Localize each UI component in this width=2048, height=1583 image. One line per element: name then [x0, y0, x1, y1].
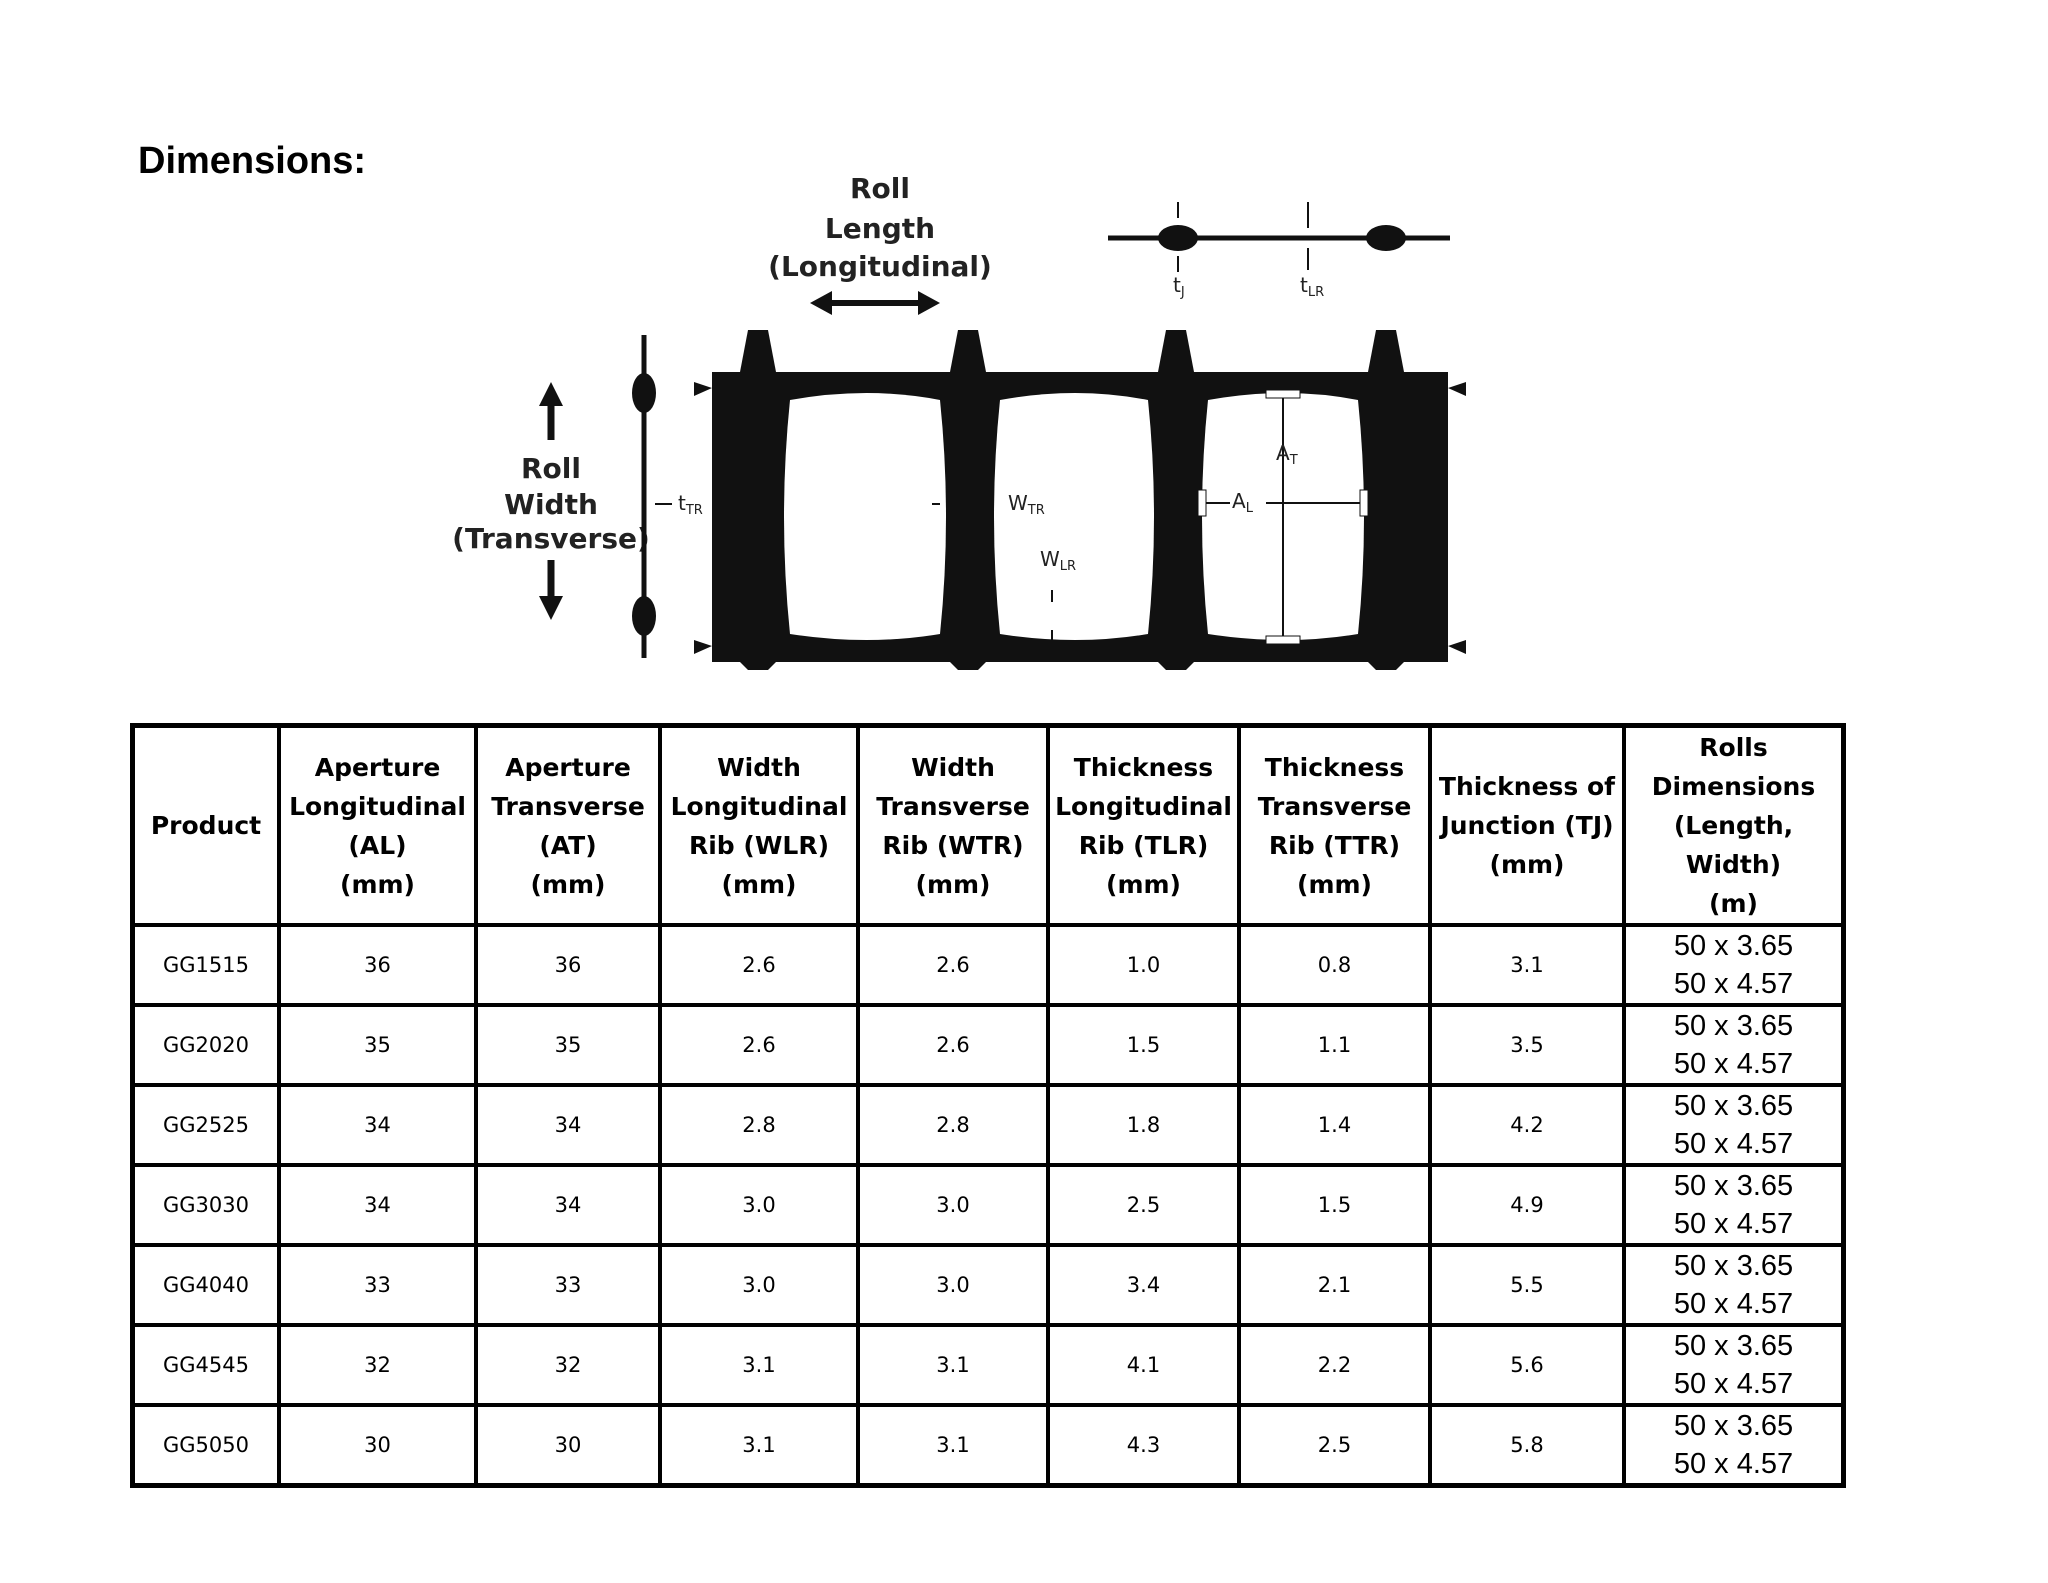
cell-tlr: 4.1	[1048, 1325, 1239, 1405]
cell-at: 36	[476, 925, 660, 1005]
cell-tj: 4.9	[1430, 1165, 1624, 1245]
svg-text:tTR	[678, 491, 703, 518]
roll-length-line3: (Longitudinal)	[768, 250, 992, 283]
table-row	[133, 1005, 1844, 1085]
header-aperture-transverse: Aperture Transverse (AT) (mm)	[476, 726, 660, 926]
geogrid-mesh	[694, 330, 1466, 670]
cell-product: GG2020	[133, 1005, 280, 1085]
cell-product: GG5050	[133, 1405, 280, 1486]
cell-al: 34	[279, 1165, 476, 1245]
header-thickness-longitudinal-rib: Thickness Longitudinal Rib (TLR) (mm)	[1048, 726, 1239, 926]
header-aperture-longitudinal: Aperture Longitudinal (AL) (mm)	[279, 726, 476, 926]
ttr-sub: TR	[685, 503, 703, 518]
cell-tj: 5.5	[1430, 1245, 1624, 1325]
cell-roll-dimensions: 50 x 3.65 50 x 4.57	[1624, 1405, 1844, 1486]
al-sub: L	[1245, 501, 1253, 516]
cell-al: 32	[279, 1325, 476, 1405]
cell-wtr: 2.8	[858, 1085, 1048, 1165]
cell-ttr: 1.5	[1239, 1165, 1430, 1245]
dimensions-table	[130, 723, 1846, 1488]
tj-sub: J	[1180, 285, 1185, 300]
cell-wlr: 2.6	[660, 925, 858, 1005]
tlr-sub: LR	[1307, 285, 1325, 300]
header-thickness-junction: Thickness of Junction (TJ) (mm)	[1430, 726, 1624, 926]
svg-text:tLR	[1300, 273, 1324, 300]
cell-ttr: 2.1	[1239, 1245, 1430, 1325]
cell-roll-dimensions: 50 x 3.65 50 x 4.57	[1624, 1325, 1844, 1405]
cell-roll-dimensions: 50 x 3.65 50 x 4.57	[1624, 1165, 1844, 1245]
cell-roll-dimensions: 50 x 3.65 50 x 4.57	[1624, 1005, 1844, 1085]
geogrid-diagram	[440, 160, 1480, 680]
table-row	[133, 1325, 1844, 1405]
cell-at: 34	[476, 1165, 660, 1245]
cell-wtr: 2.6	[858, 1005, 1048, 1085]
cell-al: 30	[279, 1405, 476, 1486]
cell-wlr: 3.1	[660, 1405, 858, 1486]
cell-product: GG3030	[133, 1165, 280, 1245]
roll-length-line1: Roll	[850, 172, 910, 205]
at-label: A	[1276, 441, 1290, 465]
cell-at: 30	[476, 1405, 660, 1486]
header-rolls-dimensions: Rolls Dimensions (Length, Width) (m)	[1624, 726, 1844, 926]
longitudinal-profile	[1108, 202, 1450, 272]
cell-at: 35	[476, 1005, 660, 1085]
cell-al: 35	[279, 1005, 476, 1085]
table-header-row	[133, 726, 1844, 926]
tj-label: t	[1173, 273, 1181, 297]
cell-al: 33	[279, 1245, 476, 1325]
cell-wtr: 3.0	[858, 1165, 1048, 1245]
cell-product: GG2525	[133, 1085, 280, 1165]
transverse-profile	[632, 335, 672, 658]
header-product: Product	[133, 726, 280, 926]
header-width-longitudinal-rib: Width Longitudinal Rib (WLR) (mm)	[660, 726, 858, 926]
wtr-sub: TR	[1027, 503, 1045, 518]
table-row	[133, 1165, 1844, 1245]
cell-wtr: 3.0	[858, 1245, 1048, 1325]
tlr-label: t	[1300, 273, 1308, 297]
cell-wlr: 3.1	[660, 1325, 858, 1405]
cell-roll-dimensions: 50 x 3.65 50 x 4.57	[1624, 925, 1844, 1005]
cell-roll-dimensions: 50 x 3.65 50 x 4.57	[1624, 1245, 1844, 1325]
wtr-label: W	[1008, 491, 1028, 515]
cell-al: 36	[279, 925, 476, 1005]
double-arrow-horizontal-icon	[810, 291, 940, 315]
roll-width-line2: Width	[504, 488, 598, 521]
cell-al: 34	[279, 1085, 476, 1165]
cell-product: GG4545	[133, 1325, 280, 1405]
cell-ttr: 2.5	[1239, 1405, 1430, 1486]
cell-tj: 4.2	[1430, 1085, 1624, 1165]
cell-wlr: 3.0	[660, 1245, 858, 1325]
roll-length-line2: Length	[824, 212, 936, 245]
cell-ttr: 1.1	[1239, 1005, 1430, 1085]
cell-ttr: 0.8	[1239, 925, 1430, 1005]
cell-at: 34	[476, 1085, 660, 1165]
cell-ttr: 1.4	[1239, 1085, 1430, 1165]
cell-wtr: 2.6	[858, 925, 1048, 1005]
ttr-label: t	[678, 491, 686, 515]
svg-text:tJ	[1173, 273, 1185, 300]
cell-tlr: 1.8	[1048, 1085, 1239, 1165]
page-heading: Dimensions:	[138, 140, 367, 182]
cell-tj: 5.6	[1430, 1325, 1624, 1405]
table-row	[133, 1085, 1844, 1165]
wlr-label: W	[1040, 547, 1060, 571]
table-row	[133, 1245, 1844, 1325]
cell-wlr: 2.8	[660, 1085, 858, 1165]
cell-product: GG4040	[133, 1245, 280, 1325]
cell-at: 32	[476, 1325, 660, 1405]
cell-product: GG1515	[133, 925, 280, 1005]
cell-ttr: 2.2	[1239, 1325, 1430, 1405]
at-sub: T	[1289, 453, 1298, 468]
roll-width-line1: Roll	[521, 452, 581, 485]
cell-tlr: 4.3	[1048, 1405, 1239, 1486]
cell-tlr: 2.5	[1048, 1165, 1239, 1245]
roll-width-line3: (Transverse)	[452, 522, 650, 555]
cell-tj: 5.8	[1430, 1405, 1624, 1486]
cell-wtr: 3.1	[858, 1325, 1048, 1405]
table-row	[133, 925, 1844, 1005]
cell-tlr: 3.4	[1048, 1245, 1239, 1325]
cell-tj: 3.1	[1430, 925, 1624, 1005]
cell-wlr: 3.0	[660, 1165, 858, 1245]
table-row	[133, 1405, 1844, 1486]
cell-wlr: 2.6	[660, 1005, 858, 1085]
cell-wtr: 3.1	[858, 1405, 1048, 1486]
cell-at: 33	[476, 1245, 660, 1325]
cell-tlr: 1.0	[1048, 925, 1239, 1005]
wlr-sub: LR	[1059, 559, 1077, 574]
al-label: A	[1232, 489, 1246, 513]
header-thickness-transverse-rib: Thickness Transverse Rib (TTR) (mm)	[1239, 726, 1430, 926]
header-width-transverse-rib: Width Transverse Rib (WTR) (mm)	[858, 726, 1048, 926]
cell-tj: 3.5	[1430, 1005, 1624, 1085]
cell-roll-dimensions: 50 x 3.65 50 x 4.57	[1624, 1085, 1844, 1165]
cell-tlr: 1.5	[1048, 1005, 1239, 1085]
